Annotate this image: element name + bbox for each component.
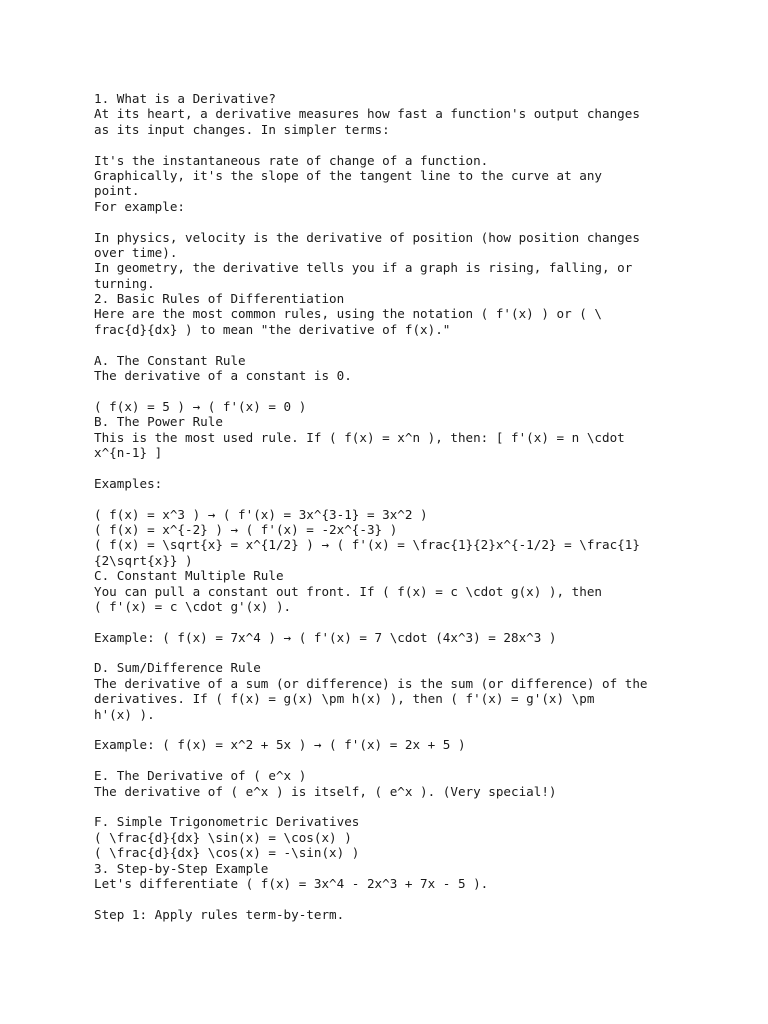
text-line: frac{d}{dx} ) to mean "the derivative of f(x)." xyxy=(94,321,451,337)
blank-line xyxy=(94,722,684,737)
heading-constant-multiple-rule: C. Constant Multiple Rule xyxy=(94,568,284,584)
formula-line: Example: ( f(x) = 7x^4 ) → ( f'(x) = 7 \cdot (4x^3) = 28x^3 ) xyxy=(94,629,557,645)
formula-line: Example: ( f(x) = x^2 + 5x ) → ( f'(x) = 2x + 5 ) xyxy=(94,737,466,753)
blank-line xyxy=(94,753,684,768)
formula-line: ( f(x) = x^{-2} ) → ( f'(x) = -2x^{-3} ) xyxy=(94,521,398,537)
text-line: Let's differentiate ( f(x) = 3x^4 - 2x^3 + 7x - 5 ). xyxy=(94,875,489,891)
formula-line: {2\sqrt{x}} ) xyxy=(94,552,193,568)
text-line: x^{n-1} ] xyxy=(94,444,163,460)
text-line: h'(x) ). xyxy=(94,706,155,722)
text-line: In physics, velocity is the derivative of position (how position changes xyxy=(94,229,640,245)
text-line: The derivative of a constant is 0. xyxy=(94,368,352,384)
heading-trig-derivatives: F. Simple Trigonometric Derivatives xyxy=(94,814,360,830)
text-line: For example: xyxy=(94,198,185,214)
blank-line xyxy=(94,614,684,629)
text-line: as its input changes. In simpler terms: xyxy=(94,121,390,137)
text-line: point. xyxy=(94,183,140,199)
heading-sum-difference-rule: D. Sum/Difference Rule xyxy=(94,660,261,676)
blank-line xyxy=(94,137,684,152)
heading-what-is-derivative: 1. What is a Derivative? xyxy=(94,91,276,106)
formula-line: ( \frac{d}{dx} \sin(x) = \cos(x) ) xyxy=(94,829,352,845)
text-line: Here are the most common rules, using the notation ( f'(x) ) or ( \ xyxy=(94,306,602,322)
text-line: turning. xyxy=(94,275,155,291)
blank-line xyxy=(94,460,684,475)
heading-step-by-step: 3. Step-by-Step Example xyxy=(94,860,269,876)
text-line: Examples: xyxy=(94,475,163,491)
text-line: Graphically, it's the slope of the tangent line to the curve at any xyxy=(94,167,602,183)
formula-line: ( f(x) = 5 ) → ( f'(x) = 0 ) xyxy=(94,398,307,414)
text-line: The derivative of a sum (or difference) is the sum (or difference) of the xyxy=(94,675,648,691)
heading-constant-rule: A. The Constant Rule xyxy=(94,352,246,368)
blank-line xyxy=(94,891,684,906)
heading-power-rule: B. The Power Rule xyxy=(94,414,223,430)
text-line: It's the instantaneous rate of change of a function. xyxy=(94,152,489,168)
heading-basic-rules: 2. Basic Rules of Differentiation xyxy=(94,291,345,307)
blank-line xyxy=(94,383,684,398)
heading-derivative-of-ex: E. The Derivative of ( e^x ) xyxy=(94,768,307,784)
text-line: The derivative of ( e^x ) is itself, ( e^x ). (Very special!) xyxy=(94,783,557,799)
document-body xyxy=(94,91,684,922)
text-line: At its heart, a derivative measures how fast a function's output changes xyxy=(94,106,640,122)
text-line: In geometry, the derivative tells you if a graph is rising, falling, or xyxy=(94,260,633,276)
formula-line: ( f(x) = x^3 ) → ( f'(x) = 3x^{3-1} = 3x^2 ) xyxy=(94,506,428,522)
text-line: This is the most used rule. If ( f(x) = x^n ), then: [ f'(x) = n \cdot xyxy=(94,429,625,445)
blank-line xyxy=(94,491,684,506)
blank-line xyxy=(94,645,684,660)
text-line: ( f'(x) = c \cdot g'(x) ). xyxy=(94,598,292,614)
text-line: derivatives. If ( f(x) = g(x) \pm h(x) ), then ( f'(x) = g'(x) \pm xyxy=(94,691,595,707)
text-line: You can pull a constant out front. If ( f(x) = c \cdot g(x) ), then xyxy=(94,583,602,599)
blank-line xyxy=(94,799,684,814)
text-line: Step 1: Apply rules term-by-term. xyxy=(94,906,345,922)
blank-line xyxy=(94,214,684,229)
blank-line xyxy=(94,337,684,352)
formula-line: ( f(x) = \sqrt{x} = x^{1/2} ) → ( f'(x) = \frac{1}{2}x^{-1/2} = \frac{1} xyxy=(94,537,640,553)
formula-line: ( \frac{d}{dx} \cos(x) = -\sin(x) ) xyxy=(94,845,360,861)
text-line: over time). xyxy=(94,244,178,260)
